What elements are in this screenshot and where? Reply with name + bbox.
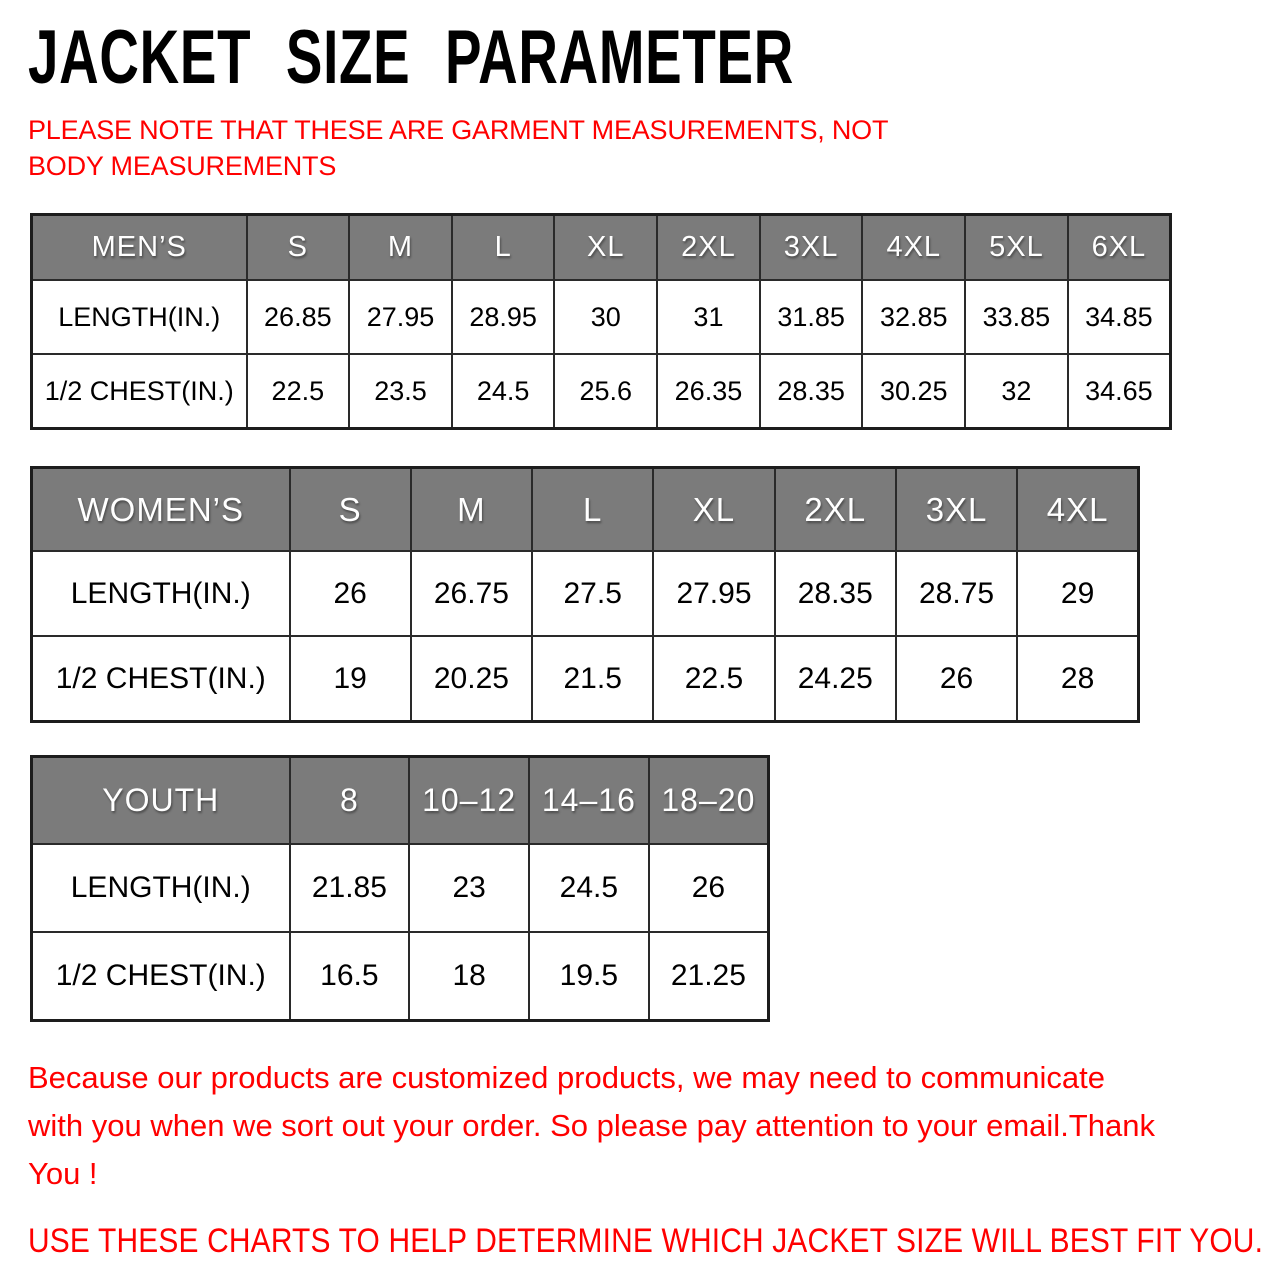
size-column-header: L bbox=[452, 214, 555, 280]
row-label-cell: 1/2 CHEST(IN.) bbox=[32, 636, 290, 721]
size-column-header: 4XL bbox=[862, 214, 965, 280]
size-table-row bbox=[32, 280, 1171, 354]
measurement-value-cell: 26.35 bbox=[657, 354, 760, 428]
measurement-value-cell: 23 bbox=[409, 844, 529, 932]
size-column-header: 18–20 bbox=[649, 756, 769, 844]
size-table-header-row bbox=[32, 756, 769, 844]
chart-usage-note: USE THESE CHARTS TO HELP DETERMINE WHICH JACKET SIZE WILL BEST FIT YOU. bbox=[28, 1222, 1263, 1261]
size-column-header: 3XL bbox=[760, 214, 863, 280]
size-table-row bbox=[32, 551, 1139, 636]
measurement-value-cell: 27.95 bbox=[653, 551, 774, 636]
measurement-value-cell: 21.85 bbox=[290, 844, 410, 932]
measurement-value-cell: 32.85 bbox=[862, 280, 965, 354]
measurement-value-cell: 26 bbox=[290, 551, 411, 636]
size-table-row bbox=[32, 932, 769, 1020]
measurement-value-cell: 19.5 bbox=[529, 932, 649, 1020]
size-column-header: 4XL bbox=[1017, 467, 1138, 551]
mens-size-table bbox=[30, 213, 1172, 430]
measurement-value-cell: 16.5 bbox=[290, 932, 410, 1020]
measurement-value-cell: 27.5 bbox=[532, 551, 653, 636]
table-group-header: MEN’S bbox=[32, 214, 247, 280]
row-label-cell: LENGTH(IN.) bbox=[32, 844, 290, 932]
measurement-value-cell: 22.5 bbox=[247, 354, 350, 428]
measurement-value-cell: 19 bbox=[290, 636, 411, 721]
row-label-cell: LENGTH(IN.) bbox=[32, 551, 290, 636]
measurement-value-cell: 31 bbox=[657, 280, 760, 354]
size-column-header: 8 bbox=[290, 756, 410, 844]
measurement-value-cell: 26 bbox=[649, 844, 769, 932]
size-column-header: 10–12 bbox=[409, 756, 529, 844]
size-column-header: 14–16 bbox=[529, 756, 649, 844]
measurement-value-cell: 24.25 bbox=[775, 636, 896, 721]
size-column-header: M bbox=[349, 214, 452, 280]
size-column-header: M bbox=[411, 467, 532, 551]
measurement-value-cell: 24.5 bbox=[529, 844, 649, 932]
size-table-row bbox=[32, 636, 1139, 721]
table-group-header: WOMEN’S bbox=[32, 467, 290, 551]
size-column-header: S bbox=[290, 467, 411, 551]
measurement-value-cell: 34.65 bbox=[1068, 354, 1171, 428]
measurement-value-cell: 27.95 bbox=[349, 280, 452, 354]
table-group-header: YOUTH bbox=[32, 756, 290, 844]
measurement-value-cell: 30 bbox=[554, 280, 657, 354]
size-column-header: L bbox=[532, 467, 653, 551]
measurement-value-cell: 29 bbox=[1017, 551, 1138, 636]
customized-products-note: Because our products are customized products, we may need to communicate with you when we sort out your order. So please pay attention to your email.Thank You ! bbox=[28, 1059, 1155, 1191]
measurement-value-cell: 22.5 bbox=[653, 636, 774, 721]
size-table-header-row bbox=[32, 214, 1171, 280]
measurement-value-cell: 26.85 bbox=[247, 280, 350, 354]
size-column-header: 2XL bbox=[657, 214, 760, 280]
row-label-cell: LENGTH(IN.) bbox=[32, 280, 247, 354]
measurement-value-cell: 26 bbox=[896, 636, 1017, 721]
size-column-header: S bbox=[247, 214, 350, 280]
measurement-value-cell: 23.5 bbox=[349, 354, 452, 428]
measurement-value-cell: 28 bbox=[1017, 636, 1138, 721]
size-column-header: XL bbox=[653, 467, 774, 551]
measurement-value-cell: 20.25 bbox=[411, 636, 532, 721]
measurement-value-cell: 18 bbox=[409, 932, 529, 1020]
measurement-value-cell: 28.35 bbox=[775, 551, 896, 636]
youth-size-table bbox=[30, 755, 770, 1022]
measurement-value-cell: 28.35 bbox=[760, 354, 863, 428]
page-title: JACKET SIZE PARAMETER bbox=[28, 15, 795, 100]
size-column-header: XL bbox=[554, 214, 657, 280]
measurement-value-cell: 26.75 bbox=[411, 551, 532, 636]
size-table-row bbox=[32, 844, 769, 932]
measurement-value-cell: 34.85 bbox=[1068, 280, 1171, 354]
measurement-value-cell: 25.6 bbox=[554, 354, 657, 428]
measurement-value-cell: 24.5 bbox=[452, 354, 555, 428]
size-column-header: 6XL bbox=[1068, 214, 1171, 280]
size-table-row bbox=[32, 354, 1171, 428]
size-column-header: 3XL bbox=[896, 467, 1017, 551]
measurement-value-cell: 30.25 bbox=[862, 354, 965, 428]
measurement-value-cell: 28.95 bbox=[452, 280, 555, 354]
size-column-header: 5XL bbox=[965, 214, 1068, 280]
row-label-cell: 1/2 CHEST(IN.) bbox=[32, 354, 247, 428]
measurement-value-cell: 21.5 bbox=[532, 636, 653, 721]
row-label-cell: 1/2 CHEST(IN.) bbox=[32, 932, 290, 1020]
measurement-value-cell: 28.75 bbox=[896, 551, 1017, 636]
size-column-header: 2XL bbox=[775, 467, 896, 551]
jacket-size-chart-page bbox=[0, 15, 1263, 1261]
measurement-value-cell: 31.85 bbox=[760, 280, 863, 354]
measurement-value-cell: 33.85 bbox=[965, 280, 1068, 354]
garment-measurements-note: PLEASE NOTE THAT THESE ARE GARMENT MEASUREMENTS, NOT BODY MEASUREMENTS bbox=[28, 115, 888, 182]
size-table-header-row bbox=[32, 467, 1139, 551]
measurement-value-cell: 32 bbox=[965, 354, 1068, 428]
womens-size-table bbox=[30, 466, 1140, 723]
measurement-value-cell: 21.25 bbox=[649, 932, 769, 1020]
